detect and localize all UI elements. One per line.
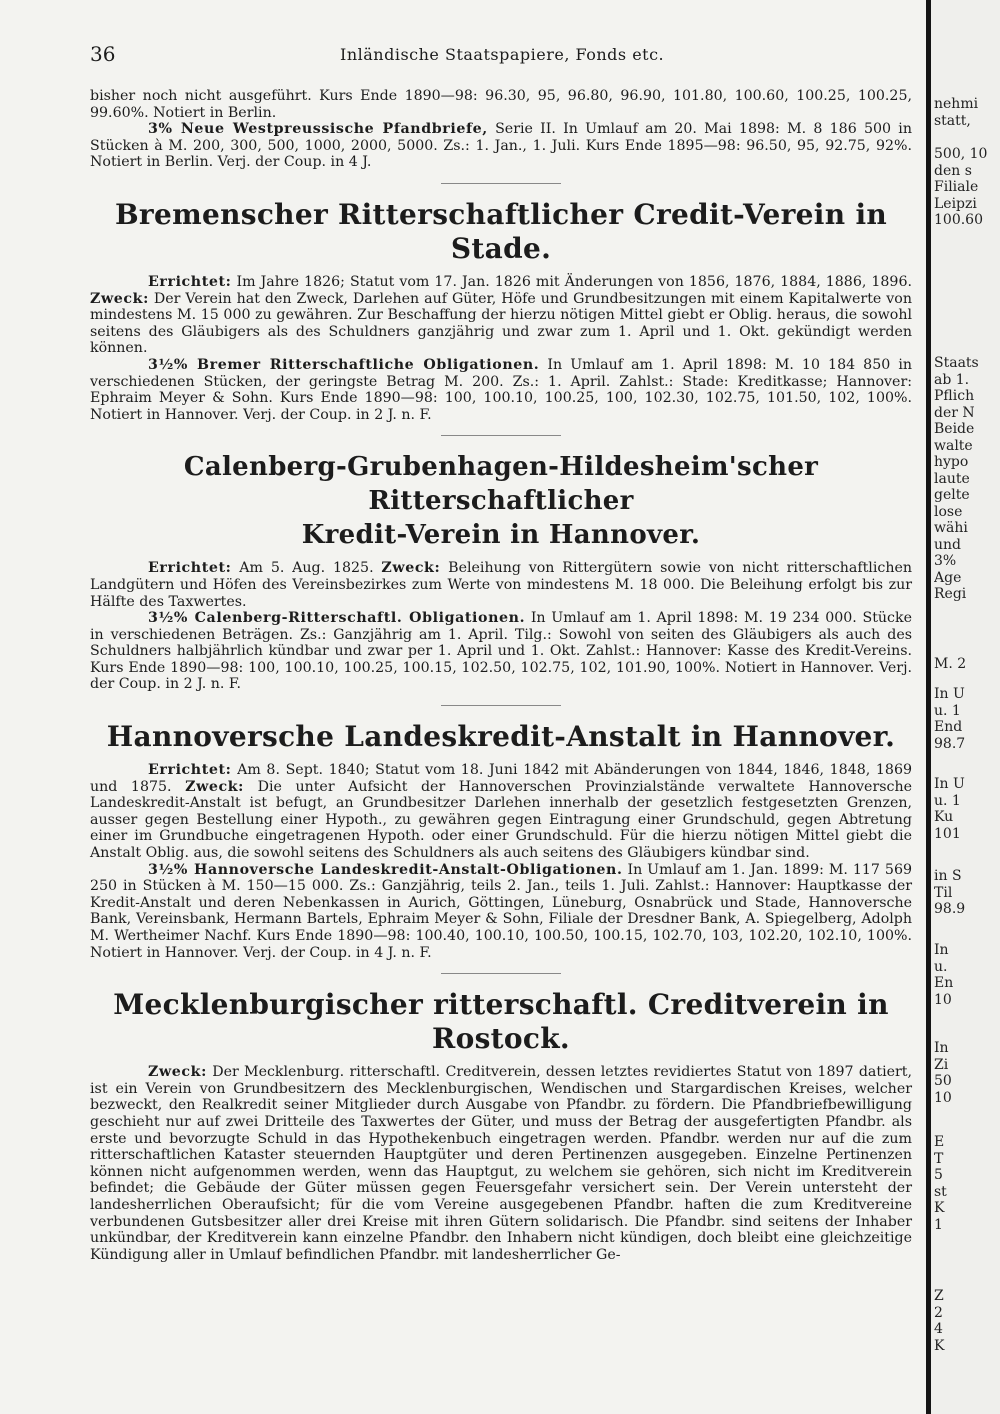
margin-line: E [934,1134,945,1150]
margin-fragment [934,1040,1000,1106]
margin-line: nehmi [934,96,979,112]
margin-line: st [934,1183,947,1200]
margin-line: In [934,1040,949,1056]
margin-fragment [934,776,1000,842]
page-number: 36 [90,42,116,66]
label-errichtet: Errichtet: [148,560,232,577]
margin-fragment [934,355,1000,603]
text: In Umlauf am 1. April 1898: M. 10 184 850 in verschiedenen Stücken, der geringste Betrag M. 200. Zs.: 1. April. Zahlst.: Stade: Kreditkasse; Hannover: Ephraim Meyer & Sohn. Kurs Ende 1890—98: 100, 100.10, 100.25, 100, 102.30, 102.75, 101.50, 102, 100%. Notiert in Hannover. Verj. der Coup. in 2 J. n. F. [90,356,912,423]
margin-line: K [934,1337,945,1354]
title-line-1: Calenberg-Grubenhagen-Hildesheim'scher Ritterschaftlicher [183,452,819,517]
margin-line: Pflich [934,388,975,404]
label-zweck: Zweck: [381,560,441,577]
margin-line: M. 2 [934,656,967,672]
margin-line: wähi [934,520,968,536]
bond-name: 3½% Calenberg-Ritterschaftl. Obligationen. [148,610,526,627]
text: Am 5. Aug. 1825. [231,560,382,577]
margin-fragment [934,656,1000,673]
section-divider [441,705,561,706]
bond-name: 3½% Hannoversche Landeskredit-Anstalt-Obligationen. [148,861,623,878]
margin-line: Regi [934,586,967,602]
section-divider [441,183,561,184]
margin-line: 1 [934,1216,943,1233]
margin-line: T [934,1150,944,1167]
section-bremen-paragraph-1 [90,274,912,357]
margin-line: En [934,975,954,991]
section-hannover-paragraph-2 [90,862,912,962]
text: Der Mecklenburg. ritterschaftl. Creditverein, dessen letztes revidiertes Statut von 1897 datiert, ist ein Verein von Grundbesitzern des Mecklenburgischen, Wendischen und Stargardischen Kreises, welcher bezweckt, den Realkredit seiner Mitglieder durch Ausgabe von Pfandbr. zu fördern. Die Pfandbriefbewilligung geschieht nur auf zwei Dritteile des Taxwertes der Güter, und muss der Betrag der ausgefertigten Pfandbr. als erste und bevorzugte Schuld in das Hypothekenbuch eingetragen werden. Pfandbr. werden nur auf die zum ritterschaftlichen Kataster steuernden Hauptgüter und deren Pertinenzen ausgegeben. Einzelne Pertinenzen können nicht aufgenommen werden, wenn das Hauptgut, zu welchem sie gehören, sich nicht im Kreditverein befindet; die Gebäude der Güter müssen gegen Feuersgefahr versichert sein. Der Verein untersteht der landesherrlichen Oberaufsicht; für die vom Vereine ausgegebenen Pfandbr. haften die zum Kreditvereine verbundenen Gutsbesitzer aller drei Kreise mit ihren Gütern solidarisch. Die Pfandbr. sind seitens der Inhaber unkündbar, der Kreditverein kann einzelne Pfandbr. den Inhabern nicht kündigen, doch bleibt eine gleichzeitige Kündigung aller in Umlauf befindlichen Pfandbr. mit landesherrlicher Ge- [90,1064,912,1263]
margin-line: 3% [934,553,957,569]
margin-line: ab 1. [934,371,970,388]
label-zweck: Zweck: [90,290,149,307]
intro-paragraph-2 [90,121,912,171]
margin-line: 500, 10 [934,146,988,162]
margin-line: u. 1 [934,702,961,719]
text: In Umlauf am 1. April 1898: M. 19 234 000. Stücke in verschiedenen Beträgen. Zs.: Ganzjährig am 1. April. Tilg.: Sowohl von seiten des Gläubigers als auch des Schuldners halbjährlich kündbar und zwar per 1. April und 1. Okt. Zahlst.: Hannover: Kasse des Kredit-Vereins. Kurs Ende 1890—98: 100, 100.10, 100.25, 100.15, 102.50, 102.75, 102, 101.90, 100%. Notiert in Hannover. Verj. der Coup. in 2 J. n. F. [90,610,912,693]
margin-fragment [934,96,1000,129]
margin-line: In U [934,776,965,792]
margin-line: 100.60 [934,212,983,228]
section-divider [441,435,561,436]
margin-line: Filiale [934,179,979,195]
section-mecklenburg-paragraph-1 [90,1064,912,1263]
section-calenberg-paragraph-1 [90,560,912,610]
margin-line: In U [934,686,965,702]
margin-line: der N [934,404,975,421]
intro-paragraph-2-text: Serie II. In Umlauf am 20. Mai 1898: M. 8 186 500 in Stücken à M. 200, 300, 500, 1000, 2000, 5000. Zs.: 1. Jan., 1. Juli. Kurs Ende 1895—98: 96.50, 95, 92.75, 92%. Notiert in Berlin. Verj. der Coup. in 4 J. [90,121,912,171]
margin-fragment [934,1288,1000,1354]
section-bremen-paragraph-2 [90,357,912,423]
section-calenberg-paragraph-2 [90,610,912,693]
margin-line: u. [934,958,948,975]
margin-line: 50 [934,1073,952,1089]
margin-line: walte [934,437,973,454]
margin-fragment [934,1134,1000,1233]
margin-line: 2 [934,1304,943,1321]
margin-line: u. 1 [934,792,961,809]
text: Die unter Aufsicht der Hannoverschen Provinzialstände verwaltete Hannoversche Landeskredit-Anstalt ist befugt, an Grundbesitzer Darlehen innerhalb der gesetzlich festgesetzten Grenzen, ausser gegen Bestellung einer Hypoth., zu gewähren gegen Eintragung einer Grundschuld, gegen Abtretung einer im Grundbuche eingetragenen Hypoth. oder einer Grundschuld. Für die hierzu nötigen Mittel giebt die Anstalt Oblig. aus, die sowohl seitens des Schuldners als auch seitens des Gläubigers kündbar sind. [90,778,912,862]
text: In Umlauf am 1. Jan. 1899: M. 117 569 250 in Stücken à M. 150—15 000. Zs.: Ganzjährig, teils 2. Jan., teils 1. Juli. Zahlst.: Hannover: Hauptkasse der Kredit-Anstalt und deren Nebenkassen in Aurich, Göttingen, Lüneburg, Osnabrück und Stade, Hannoversche Bank, Vereinsbank, Hermann Bartels, Ephraim Meyer & Sohn, Filiale der Dresdner Bank, A. Spiegelberg, Adolph M. Wertheimer Nachf. Kurs Ende 1890—98: 100.40, 100.10, 100.50, 100.15, 102.70, 103, 102.20, 102.10, 100%. Notiert in Hannover. Verj. der Coup. in 4 J. n. F. [90,861,912,961]
text: Am 8. Sept. 1840; Statut vom 18. Juni 1842 mit Abänderungen von 1844, 1846, 1848, 1869 und 1875. [90,762,912,795]
margin-fragment [934,942,1000,1008]
margin-line: laute [934,470,970,487]
section-title-mecklenburg: Mecklenburgischer ritterschaftl. Creditverein in Rostock. [113,988,889,1056]
margin-line: In [934,942,949,958]
margin-line: 98.9 [934,901,966,917]
margin-line: Z [934,1288,944,1304]
text: Im Jahre 1826; Statut vom 17. Jan. 1826 mit Änderungen von 1856, 1876, 1884, 1886, 1896. [231,273,912,290]
intro-paragraph-1: bisher noch nicht ausgeführt. Kurs Ende 1890—98: 96.30, 95, 96.80, 96.90, 101.80, 100.60, 100.25, 100.25, 99.60%. Notiert in Berlin. [90,88,912,121]
bond-name: 3% Neue Westpreussische Pfandbriefe, [148,121,488,138]
margin-line: hypo [934,454,969,470]
margin-line: Beide [934,421,975,437]
text: Beleihung von Rittergütern sowie von nicht ritterschaftlichen Landgütern und Höfen des Vereinsbezirkes zum Werte von mindestens M. 18 000. Die Beleihung erfolgt bis zur Hälfte des Taxwertes. [90,560,913,610]
margin-line: 10 [934,991,952,1008]
margin-line: Til [934,884,953,901]
margin-line: Ku [934,809,954,825]
label-errichtet: Errichtet: [148,273,232,290]
margin-line: gelte [934,487,970,503]
margin-fragment [934,146,1000,229]
section-title-bremen: Bremenscher Ritterschaftlicher Credit-Verein in Stade. [114,197,888,265]
margin-line: K [934,1200,945,1216]
margin-line: lose [934,503,963,520]
margin-line: in S [934,868,962,884]
section-divider [441,973,561,974]
margin-line: 4 [934,1321,943,1337]
margin-line: End [934,719,963,735]
bond-name: 3½% Bremer Ritterschaftliche Obligationen. [148,356,540,373]
label-zweck: Zweck: [185,778,245,795]
section-title-calenberg [90,450,912,552]
column-divider [926,0,931,1414]
page-content [90,88,912,1263]
label-errichtet: Errichtet: [148,762,232,779]
margin-line: 101 [934,825,961,842]
margin-fragment [934,686,1000,752]
title-line-2: Kredit-Verein in Hannover. [301,520,701,551]
margin-line: Zi [934,1056,949,1073]
margin-line: Staats [934,355,979,371]
text: Der Verein hat den Zweck, Darlehen auf Güter, Höfe und Grundbesitzungen mit einem Kapitalwerte von mindestens M. 15 000 zu gewähren. Zur Beschaffung der hierzu nötigen Mittel giebt er Oblig. heraus, die sowohl seitens des Gläubigers als des Schuldners ganzjährig und zwar zum 1. April und 1. Okt. gekündigt werden können. [90,290,912,357]
label-zweck: Zweck: [148,1064,207,1081]
margin-line: statt, [934,112,971,129]
margin-fragment [934,868,1000,918]
running-title: Inländische Staatspapiere, Fonds etc. [340,45,665,64]
section-title-hannover: Hannoversche Landeskredit-Anstalt in Hannover. [106,720,896,754]
margin-line: Age [934,569,962,586]
margin-line: 10 [934,1089,952,1106]
margin-line: 98.7 [934,735,966,752]
margin-line: und [934,536,961,553]
margin-line: 5 [934,1167,943,1183]
margin-line: Leipzi [934,195,977,212]
margin-line: den s [934,162,972,179]
section-hannover-paragraph-1 [90,762,912,862]
